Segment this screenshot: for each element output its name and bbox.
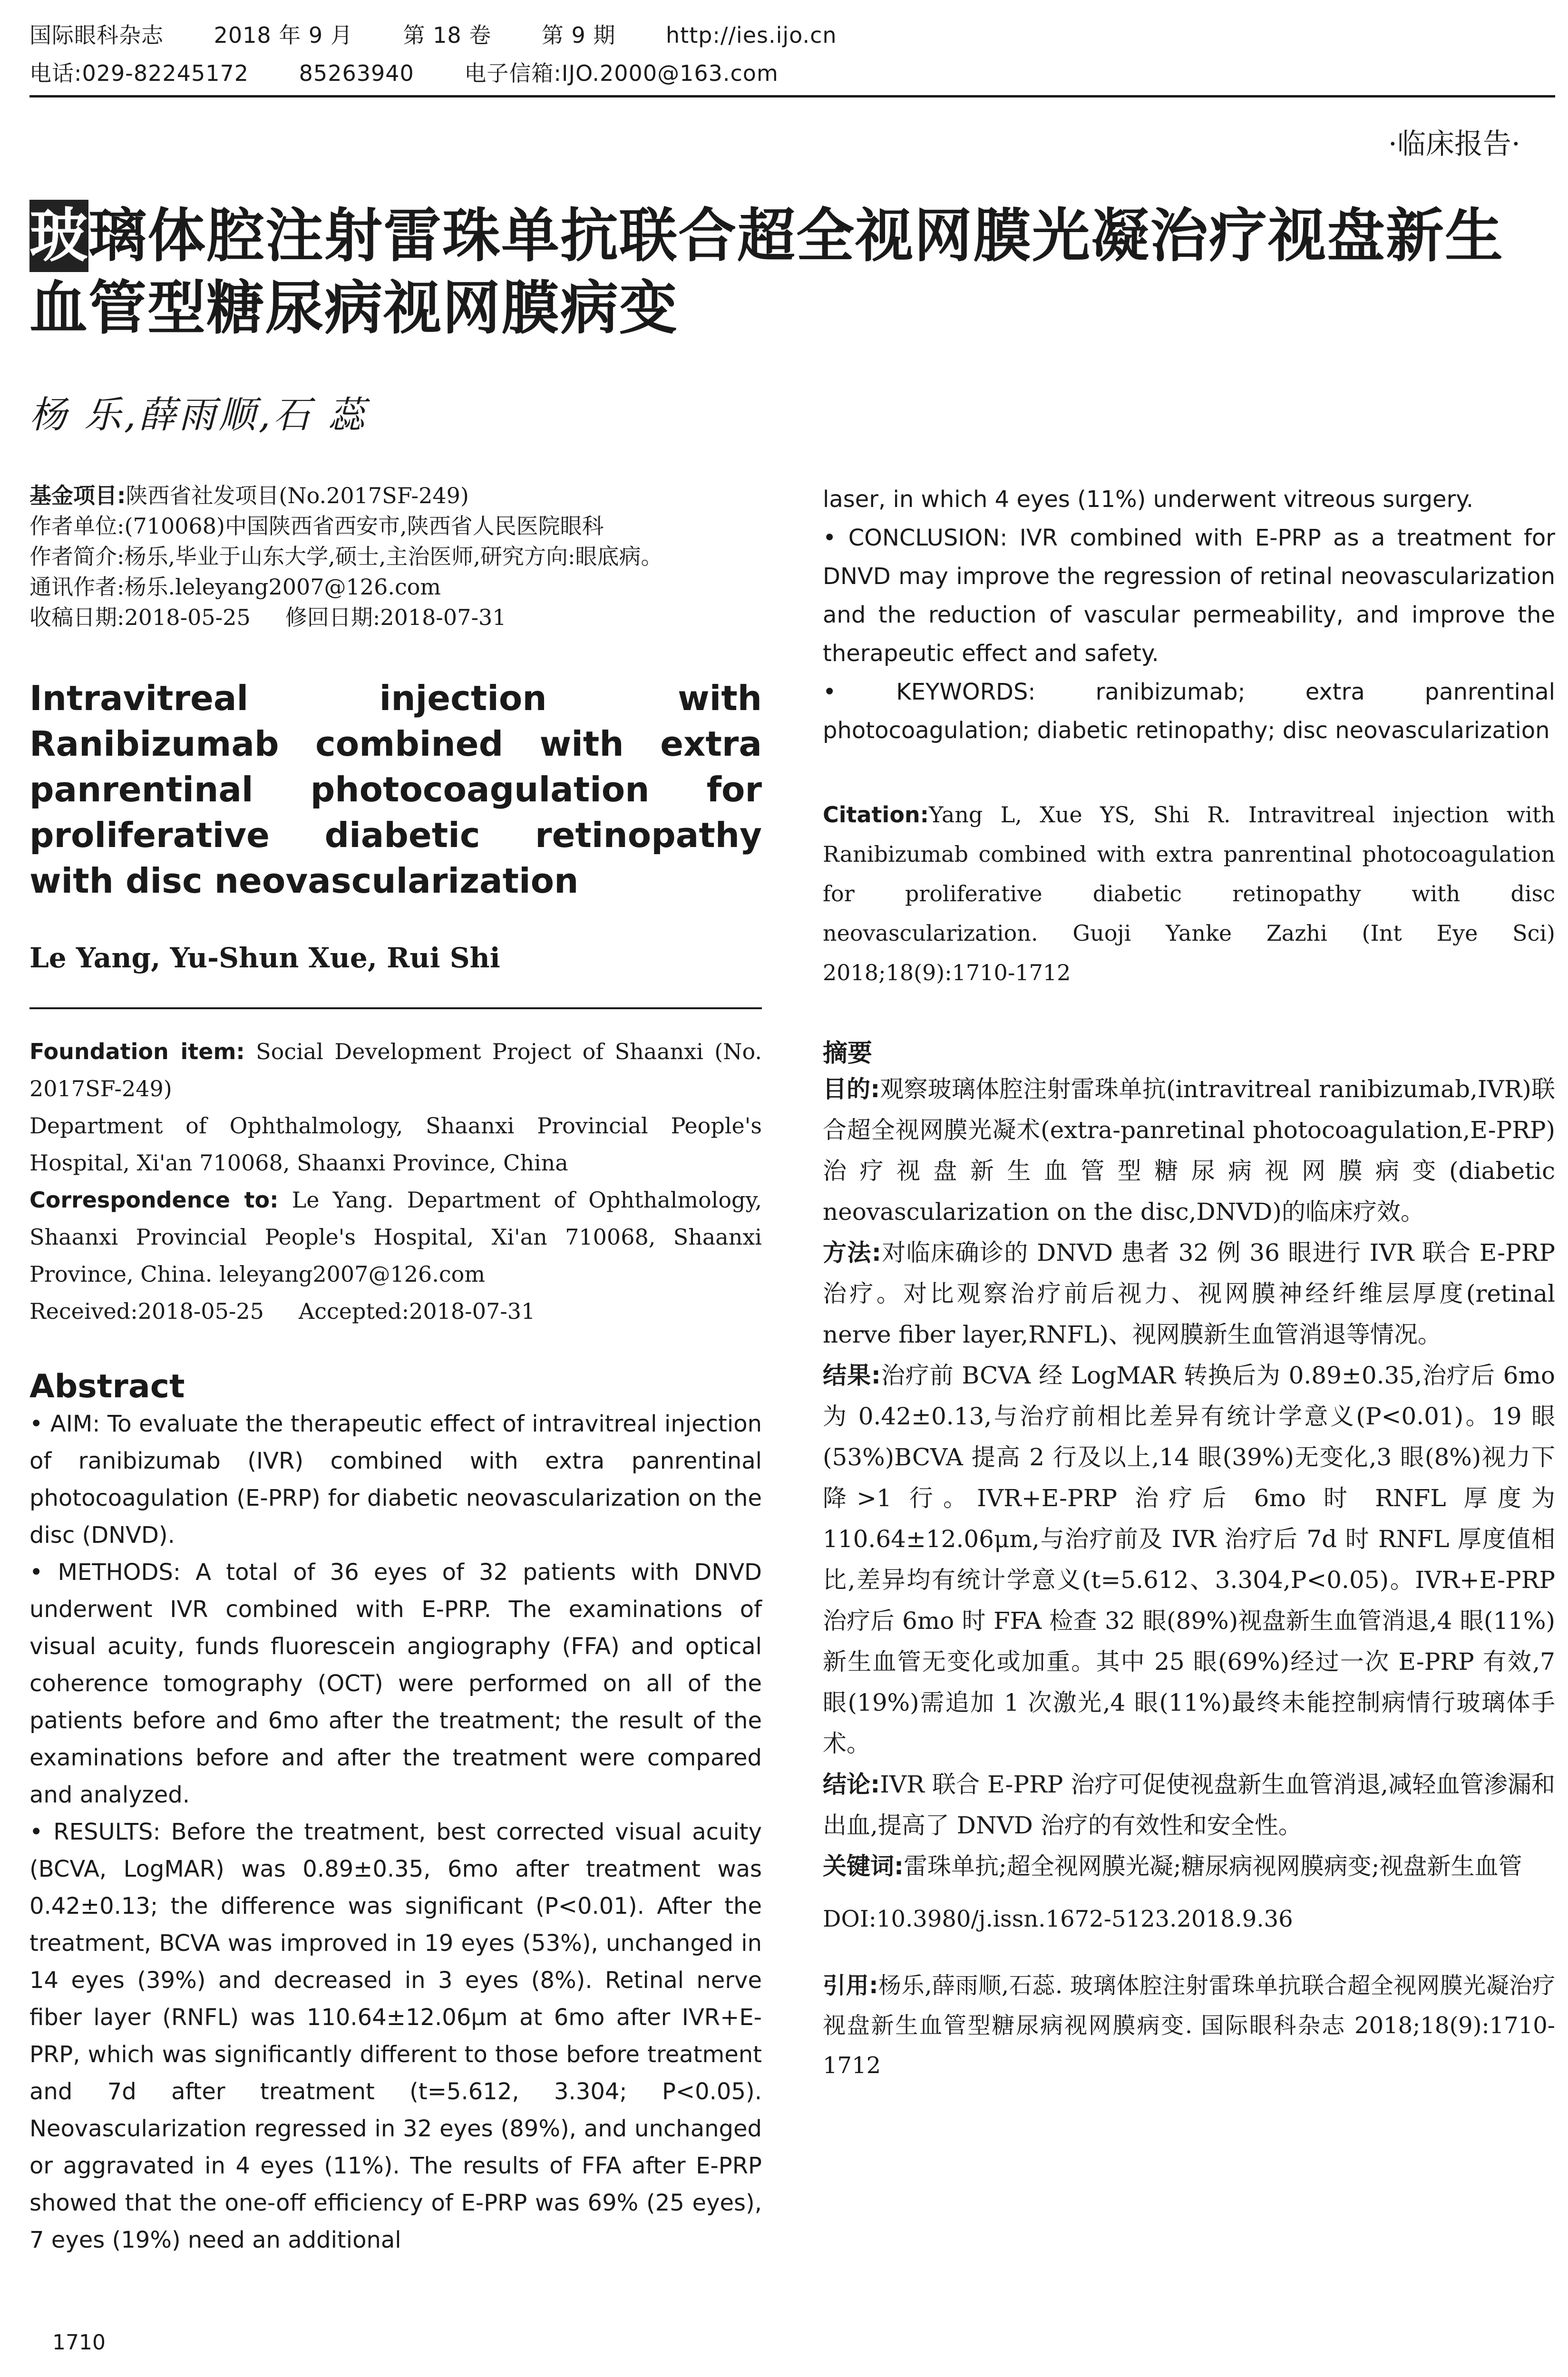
journal-header-line2 — [29, 56, 821, 88]
author-rule — [29, 1007, 762, 1009]
journal-name: 国际眼科杂志 — [29, 22, 164, 48]
zh-keywords-label: 关键词: — [823, 1852, 904, 1880]
section-tag: ·临床报告· — [1388, 127, 1520, 161]
citation-text: Yang L, Xue YS, Shi R. Intravitreal injection with Ranibizumab combined with extra panrentinal photocoagulation for proliferative diabetic retinopathy with disc neovascularization. Guoji Yanke Zazhi (Int Eye Sci) 2018;18(9):1710-1712 — [823, 802, 1555, 985]
zh-conclusion-label: 结论: — [823, 1771, 880, 1798]
abstract-aim: • AIM: To evaluate the therapeutic effect of intravitreal injection of ranibizumab (IVR) combined with extra panrentinal photocoagulation (E-PRP) for diabetic neovascularization on the disc (DNVD). — [29, 1411, 762, 1549]
bio-zh: 作者简介:杨乐,毕业于山东大学,硕士,主治医师,研究方向:眼底病。 — [29, 544, 663, 569]
issue: 第 9 期 — [541, 22, 616, 48]
citation-zh-label: 引用: — [823, 1972, 878, 1999]
abstract-heading: Abstract — [29, 1368, 185, 1405]
zh-methods-label: 方法: — [823, 1239, 881, 1266]
title-first-char-highlight: 玻 — [29, 200, 88, 272]
zh-aim-label: 目的: — [823, 1075, 880, 1103]
journal-email: 电子信箱:IJO.2000@163.com — [464, 60, 779, 86]
right-column — [823, 480, 1555, 2085]
meta-zh — [29, 480, 762, 633]
authors-zh: 杨 乐,薛雨顺,石 蕊 — [29, 394, 368, 437]
journal-header-line1 — [29, 18, 880, 49]
zh-abstract-heading: 摘要 — [823, 1039, 873, 1068]
phone-2: 85263940 — [299, 60, 414, 86]
title-zh-text: 璃体腔注射雷珠单抗联合超全视网膜光凝治疗视盘新生血管型糖尿病视网膜病变 — [29, 202, 1504, 342]
foundation-label: Foundation item: — [29, 1039, 245, 1064]
title-en: Intravitreal injection with Ranibizumab combined with extra panrentinal photocoagulation for proliferative diabetic retinopathy with disc neovascularization — [29, 678, 762, 901]
left-column — [29, 480, 762, 2259]
corr-zh: 通讯作者:杨乐.leleyang2007@126.com — [29, 574, 441, 600]
zh-aim-text: 观察玻璃体腔注射雷珠单抗(intravitreal ranibizumab,IVR)联合超全视网膜光凝术(extra-panretinal photocoagulation,E-PRP)治疗视盘新生血管型糖尿病视网膜病变(diabetic neovascularization on the disc,DNVD)的临床疗效。 — [823, 1075, 1555, 1226]
zh-methods — [823, 1232, 1555, 1355]
citation-en — [823, 795, 1555, 993]
zh-conclusion-text: IVR 联合 E-PRP 治疗可促使视盘新生血管消退,减轻血管渗漏和出血,提高了 DNVD 治疗的有效性和安全性。 — [823, 1771, 1555, 1839]
zh-results — [823, 1355, 1555, 1764]
correspondence-en — [29, 1181, 762, 1293]
title-zh — [29, 200, 1561, 344]
abstract-results: • RESULTS: Before the treatment, best corrected visual acuity (BCVA, LogMAR) was 0.89±0.35, 6mo after treatment was 0.42±0.13; the difference was significant (P<0.01). After the treatment, BCVA was improved in 19 eyes (53%), unchanged in 14 eyes (39%) and decreased in 3 eyes (8%). Retinal nerve fiber layer (RNFL) was 110.64±12.06μm at 6mo after IVR+E-PRP, which was significantly different to those before treatment and 7d after treatment (t=5.612, 3.304; P<0.05). Neovascularization regressed in 32 eyes (89%), and unchanged or aggravated in 4 eyes (11%). The results of FFA after E-PRP showed that the one-off efficiency of E-PRP was 69% (25 eyes), 7 eyes (19%) need an additional — [29, 1819, 762, 2253]
citation-zh-text: 杨乐,薛雨顺,石蕊. 玻璃体腔注射雷珠单抗联合超全视网膜光凝治疗视盘新生血管型糖尿病视网膜病变. 国际眼科杂志 2018;18(9):1710-1712 — [823, 1972, 1555, 2079]
header-rule — [29, 95, 1555, 97]
citation-zh — [823, 1966, 1555, 2085]
zh-results-text: 治疗前 BCVA 经 LogMAR 转换后为 0.89±0.35,治疗后 6mo 为 0.42±0.13,与治疗前相比差异有统计学意义(P<0.01)。19 眼(53%)BCVA 提高 2 行及以上,14 眼(39%)无变化,3 眼(8%)视力下降>1 行。IVR+E-PRP 治疗后 6mo 时 RNFL 厚度为 110.64±12.06μm,与治疗前及 IVR 治疗后 7d 时 RNFL 厚度值相比,差异均有统计学意义(t=5.612、3.304,P<0.05)。IVR+E-PRP 治疗后 6mo 时 FFA 检查 32 眼(89%)视盘新生血管消退,4 眼(11%)新生血管无变化或加重。其中 25 眼(69%)经过一次 E-PRP 有效,7 眼(19%)需追加 1 次激光,4 眼(11%)最终未能控制病情行玻璃体手术。 — [823, 1362, 1555, 1757]
abstract-conclusion: • CONCLUSION: IVR combined with E-PRP as a treatment for DNVD may improve the regression of retinal neovascularization and the reduction of vascular permeability, and improve the therapeutic effect and safety. — [823, 525, 1555, 667]
dates-zh: 收稿日期:2018-05-25 修回日期:2018-07-31 — [29, 604, 506, 630]
foundation-text: Social Development Project of Shaanxi (No. 2017SF-249) — [29, 1039, 762, 1101]
abstract-results-cont: laser, in which 4 eyes (11%) underwent vitreous surgery. — [823, 486, 1474, 513]
volume: 第 18 卷 — [403, 22, 492, 48]
department-en: Department of Ophthalmology, Shaanxi Provincial People's Hospital, Xi'an 710068, Shaanxi Province, China — [29, 1113, 762, 1176]
fund-zh-text: 陕西省社发项目(No.2017SF-249) — [126, 483, 469, 508]
zh-results-label: 结果: — [823, 1362, 881, 1389]
abstract-methods: • METHODS: A total of 36 eyes of 32 patients with DNVD underwent IVR combined with E-PRP. The examinations of visual acuity, funds fluorescein angiography (FFA) and optical coherence tomography (OCT) were performed on all of the patients before and 6mo after the treatment; the result of the examinations before and after the treatment were compared and analyzed. — [29, 1559, 762, 1808]
zh-keywords-text: 雷珠单抗;超全视网膜光凝;糖尿病视网膜病变;视盘新生血管 — [904, 1852, 1522, 1880]
authors-en: Le Yang, Yu-Shun Xue, Rui Shi — [29, 942, 500, 974]
zh-methods-text: 对临床确诊的 DNVD 患者 32 例 36 眼进行 IVR 联合 E-PRP 治疗。对比观察治疗前后视力、视网膜神经纤维层厚度(retinal nerve fiber layer,RNFL)、视网膜新生血管消退等情况。 — [823, 1239, 1555, 1348]
foundation-block — [29, 1033, 762, 1330]
fund-zh — [29, 480, 762, 511]
citation-label: Citation: — [823, 802, 929, 828]
received-en: Received:2018-05-25 Accepted:2018-07-31 — [29, 1298, 536, 1324]
doi: DOI:10.3980/j.issn.1672-5123.2018.9.36 — [823, 1906, 1293, 1932]
fund-zh-label: 基金项目: — [29, 483, 126, 508]
unit-zh: 作者单位:(710068)中国陕西省西安市,陕西省人民医院眼科 — [29, 513, 604, 539]
correspondence-label: Correspondence to: — [29, 1187, 279, 1213]
foundation-item — [29, 1033, 762, 1107]
zh-aim — [823, 1069, 1555, 1232]
journal-url: http://ies.ijo.cn — [666, 22, 837, 48]
zh-keywords — [823, 1846, 1555, 1887]
correspondence-text: Le Yang. Department of Ophthalmology, Shaanxi Provincial People's Hospital, Xi'an 710068, Shaanxi Province, China. leleyang2007@126.com — [29, 1187, 762, 1287]
phone: 电话:029-82245172 — [29, 60, 249, 86]
issue-date: 2018 年 9 月 — [214, 22, 353, 48]
abstract-keywords: • KEYWORDS: ranibizumab; extra panrentinal photocoagulation; diabetic retinopathy; disc neovascularization — [823, 679, 1555, 744]
page-number: 1710 — [52, 2330, 106, 2355]
zh-conclusion — [823, 1764, 1555, 1846]
